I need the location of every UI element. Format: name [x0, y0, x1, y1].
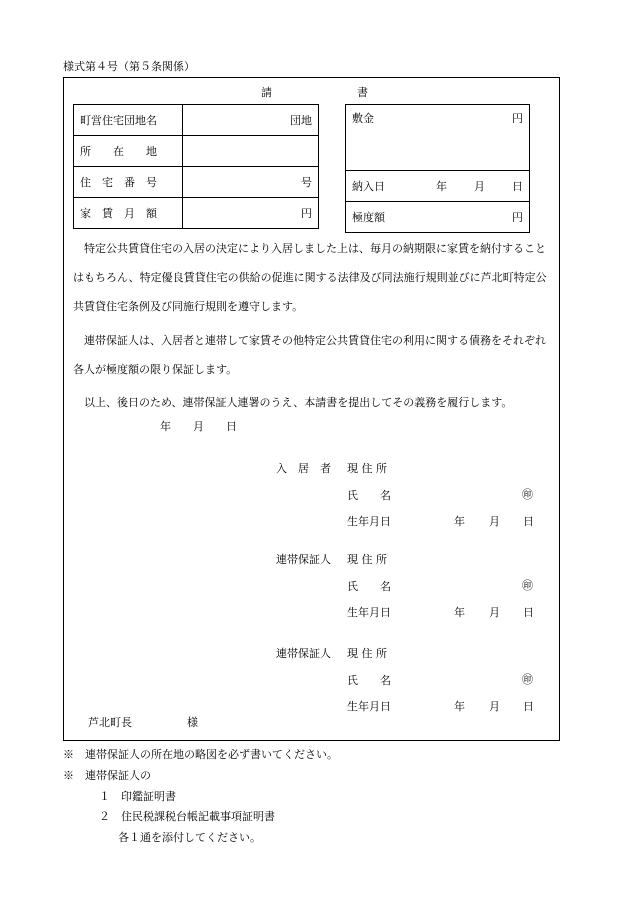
- page-title: 請 書: [261, 86, 369, 99]
- address-label: 現 住 所: [347, 462, 387, 475]
- note-guarantor: ※ 連帯保証人の: [63, 769, 151, 782]
- note-item-2: ２ 住民税課税台帳記載事項証明書: [99, 810, 275, 823]
- monthly-rent-label: 家 賃 月 額: [74, 198, 183, 229]
- month-unit: 月: [474, 180, 485, 193]
- birth-year-unit: 年: [454, 700, 465, 713]
- location-label: 所 在 地: [74, 136, 183, 167]
- form-number: 様式第４号（第５条関係）: [63, 60, 195, 73]
- table-row: [74, 198, 319, 229]
- role-label: 入 居 者: [276, 462, 331, 475]
- location-field[interactable]: [183, 136, 319, 167]
- birth-day-unit: 日: [523, 606, 534, 619]
- payment-date-label: 納入日: [352, 180, 385, 193]
- property-name-label: 町営住宅団地名: [74, 105, 183, 136]
- birth-month-unit: 月: [489, 700, 500, 713]
- birth-label: 生年月日: [347, 606, 391, 619]
- birth-year-unit: 年: [454, 606, 465, 619]
- deposit-label: 敷金: [352, 112, 374, 125]
- table-row: [74, 167, 319, 198]
- table-row: [74, 136, 319, 167]
- year-unit: 年: [436, 180, 447, 193]
- seal-mark: ㊞: [522, 579, 533, 592]
- birth-day-unit: 日: [523, 515, 534, 528]
- deposit-unit: 円: [512, 112, 523, 125]
- birth-year-unit: 年: [454, 515, 465, 528]
- payment-date-field[interactable]: [346, 171, 530, 202]
- seal-mark: ㊞: [522, 673, 533, 686]
- birth-label: 生年月日: [347, 515, 391, 528]
- name-label: 氏 名: [347, 674, 391, 687]
- birth-day-unit: 日: [523, 700, 534, 713]
- address-label: 現 住 所: [347, 647, 387, 660]
- property-name-field[interactable]: 団地: [183, 105, 319, 136]
- note-item-1: １ 印鑑証明書: [99, 790, 176, 803]
- deposit-field[interactable]: [346, 105, 530, 171]
- table-row: [346, 171, 530, 202]
- addressee: 芦北町長 様: [88, 716, 198, 729]
- limit-label: 極度額: [352, 211, 385, 224]
- house-number-label: 住 宅 番 号: [74, 167, 183, 198]
- table-row: [74, 105, 319, 136]
- table-row: [346, 202, 530, 233]
- table-row: [346, 105, 530, 171]
- note-map: ※ 連帯保証人の所在地の略図を必ず書いてください。: [63, 748, 338, 761]
- date-line: 年 月 日: [160, 420, 237, 433]
- note-tail: 各１通を添付してください。: [118, 831, 261, 844]
- limit-field[interactable]: [346, 202, 530, 233]
- property-table: [73, 104, 319, 229]
- role-label: 連帯保証人: [276, 647, 331, 660]
- name-label: 氏 名: [347, 580, 391, 593]
- limit-unit: 円: [512, 211, 523, 224]
- address-label: 現 住 所: [347, 553, 387, 566]
- day-unit: 日: [512, 180, 523, 193]
- birth-month-unit: 月: [489, 515, 500, 528]
- name-label: 氏 名: [347, 489, 391, 502]
- birth-label: 生年月日: [347, 700, 391, 713]
- house-number-field[interactable]: 号: [183, 167, 319, 198]
- paragraph-compliance: 特定公共賃貸住宅の入居の決定により入居しました上は、毎月の納期限に家賃を納付することはもちろん、特定優良賃貸住宅の供給の促進に関する法律及び同法施行規則並びに芦北町特定公共賃貸住宅条例及び同施行規則を遵守します。: [73, 242, 547, 313]
- paragraph-closing: 以上、後日のため、連帯保証人連署のうえ、本請書を提出してその義務を履行します。: [84, 396, 513, 409]
- paragraph-guarantor: 連帯保証人は、入居者と連帯して家賃その他特定公共賃貸住宅の利用に関する債務をそれぞれ各人が極度額の限り保証します。: [73, 334, 546, 376]
- payment-table: [345, 104, 530, 233]
- birth-month-unit: 月: [489, 606, 500, 619]
- seal-mark: ㊞: [522, 488, 533, 501]
- role-label: 連帯保証人: [276, 553, 331, 566]
- monthly-rent-field[interactable]: 円: [183, 198, 319, 229]
